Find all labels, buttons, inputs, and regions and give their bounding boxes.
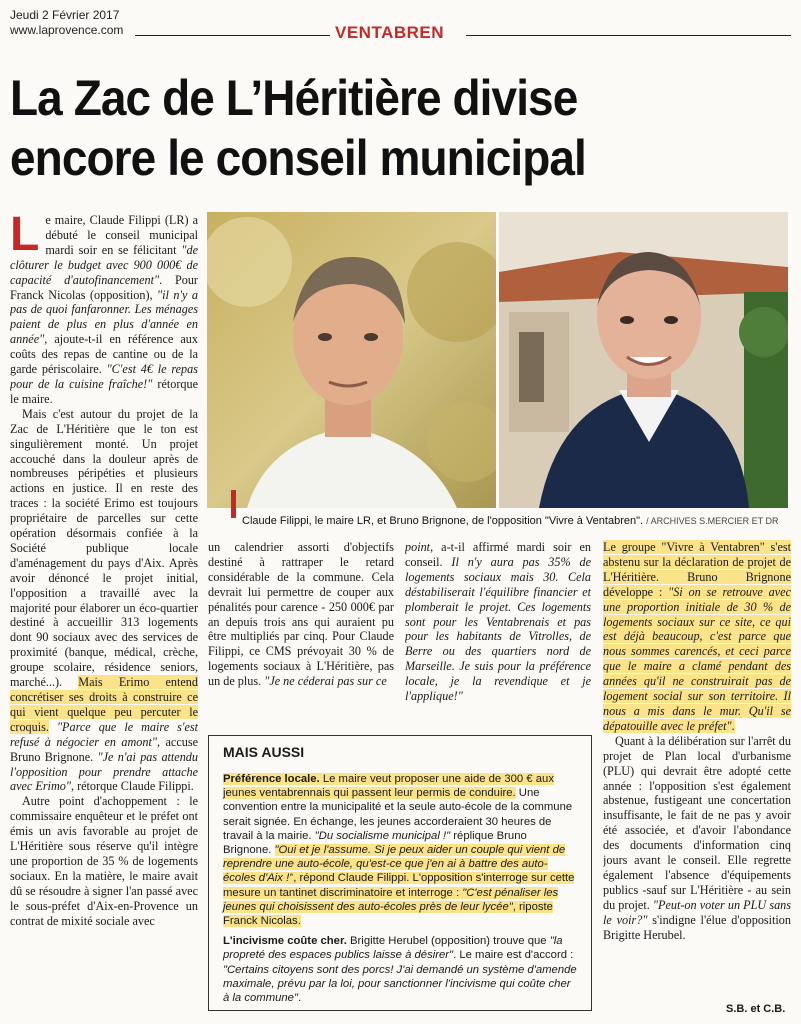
header-date: Jeudi 2 Février 2017 <box>10 8 120 22</box>
col1-p1-mid2: , ajoute-t-il en référence aux coûts des repas de cantine ou de la garde périscolaire. <box>10 332 198 377</box>
caption-text: Claude Filippi, le maire LR, et Bruno Brignone, de l'opposition "Vivre à Ventabren". <box>242 515 644 527</box>
col1-p2-mid: , accuse Bruno Brignone. <box>10 734 198 764</box>
quote-fanfaronner: "il n'y a pas de quoi fanfaronner. Les ménages paient de plus en plus d'année en année" <box>10 287 198 347</box>
quote-porcs: "Certains citoyens sont des porcs! J'ai demandé un système d'amende maximale, prévu par la loi, pour sanctionner l'incivisme qui coûte cher à la commune" <box>223 963 577 1005</box>
mais-aussi-box <box>208 735 592 1011</box>
col1-p2-end: , rétorque Claude Filippi. <box>70 779 194 794</box>
quote-proprete: "la propreté des espaces publics laisse à désirer" <box>223 935 563 962</box>
header-rule-left <box>135 35 330 36</box>
quote-ceder: "Je ne céderai pas sur ce <box>264 674 387 689</box>
quote-penaliser: "C'est pénaliser les jeunes qui choisissent des auto-écoles près de leur lycée" <box>223 886 559 913</box>
photo-caption <box>242 515 792 528</box>
col3-mid: , a-t-il affirmé mardi soir en conseil. <box>405 540 591 569</box>
quote-budget: "de clôturer le budget avec 900 000€ de capacité d'autofinancement" <box>10 242 198 287</box>
highlight-erimo: Mais Erimo entend concrétiser ses droits à construire ce qui vient quelque peu percuter le croquis. <box>10 675 198 734</box>
col4-p1-end: . <box>731 718 735 733</box>
column-2 <box>208 540 394 715</box>
column-3 <box>405 540 591 715</box>
box-item2-c: . <box>297 992 302 1005</box>
box-item1-d: , riposte Franck Nicolas. <box>223 900 553 928</box>
box-item1-a: Une convention entre la municipalité et la seule auto-école de la commune serait signée. En échange, les jeunes accorderaient 30 heures de travail à la mairie. <box>223 787 573 842</box>
box-item1-c: , répond Claude Filippi. L'opposition s'interroge sur cette mesure un tantinet discriminatoire et interroge : <box>223 872 575 899</box>
header-site[interactable]: www.laprovence.com <box>10 23 124 37</box>
quote-preference-locale: Il n'y aura pas 35% de logements sociaux mais 30. Cela déstabiliserait l'équilibre financier et plomberait le projet. Ces logements sont pour les Ventabrenais et pas pour les habitants de Vitrolles, de Berre ou des quartiers nord de Marseille. Je suis pour la préférence locale, je la revendique et je l'applique!" <box>405 554 591 704</box>
photo-bruno-brignone <box>499 212 788 508</box>
col2-text: un calendrier assorti d'objectifs destiné à rattraper le retard considérable de la commune. Cela devrait lui permettre de couper aux pénalités pour carence - 250 000€ par an depuis trois ans qui auraient pu être multipliés par cinq. Pour Claude Filippi, ce CMS prévoyait 30 % de logements sociaux à L'Héritière, pas un de plus. <box>208 540 394 689</box>
signature: S.B. et C.B. <box>726 1003 786 1015</box>
col1-p1-end: rétorque le maire. <box>10 376 198 406</box>
headline-line-2: encore le conseil municipal <box>10 130 586 186</box>
section-label: VENTABREN <box>335 23 445 42</box>
box-item1-highlight: Le maire veut proposer une aide de 300 € aux jeunes ventabrennais qui passent leur permis de conduire. <box>223 773 554 800</box>
quote-negocier: "Parce que le maire s'est refusé à négocier en amont" <box>10 719 198 749</box>
header-rule-right <box>466 35 791 36</box>
caption-marker <box>231 490 236 518</box>
quote-proportion: "Si on se retrouve avec une proportion initiale de 30 % de logements sociaux sur ce site, ce qui est déjà beaucoup, c'est parce que nous sommes carencés, et ceci parce que le maire a clamé pendant des années qu'il ne construirait pas de logement social sur son territoire. Il nous a mis dans le mur. Qu'il se dépatouille avec le préfet" <box>603 584 791 733</box>
box-item1-b: réplique Bruno Brignone. <box>223 829 527 857</box>
quote-point: point <box>405 540 431 554</box>
box-body <box>223 772 577 1011</box>
column-4 <box>603 540 791 1008</box>
quote-cantine: "C'est 4€ le repas pour de la cuisine fraîche!" <box>10 362 198 391</box>
box-lead-preference: Préférence locale. <box>223 773 320 785</box>
col4-p2-end: s'indigne l'élue d'opposition Brigitte Herubel. <box>603 912 791 942</box>
quote-erimo: "Je n'ai pas attendu l'opposition pour prendre attache avec Erimo" <box>10 749 198 794</box>
quote-socialisme: "Du socialisme municipal !" <box>314 829 451 842</box>
quote-plu: "Peut-on voter un PLU sans le voir?" <box>603 897 791 927</box>
headline-line-1: La Zac de L’Héritière divise <box>10 70 578 126</box>
drop-cap: L <box>10 213 40 261</box>
photo-credit: / ARCHIVES S.MERCIER ET DR <box>646 516 779 526</box>
column-1 <box>10 213 198 1013</box>
col1-p3: Autre point d'achoppement : le commissaire enquêteur et le préfet ont émis un avis favorable au projet de L'Héritière sous réserve qu'il intègre une proportion de 35 % de logements sociaux. En la matière, le maire avait dû se résoudre à signer l'an passé avec le sous-préfet d'Aix-en-Provence un contrat de mixité sociale avec <box>10 794 198 928</box>
col1-p1-mid: . Pour Franck Nicolas (opposition), <box>10 272 198 302</box>
photo-claude-filippi <box>207 212 496 508</box>
col1-p1-start: e maire, Claude Filippi (LR) a débuté le conseil municipal mardi soir en se félicitant <box>45 213 198 257</box>
box-item2-b: . Le maire est d'accord : <box>453 949 574 962</box>
col1-p2: Mais c'est autour du projet de la Zac de L'Héritière que le ton est singulièrement monté. Un projet accouché dans la douleur après de nombreuses péripéties et plusieurs actions en justice. Il en reste des traces : la société Erimo est toujours propriétaire de parcelles sur cette opération désormais confiée à la Société publique locale d'aménagement du pays d'Aix. Après avoir dénoncé le projet initial, l'opposition a travaillé avec la majorité pour élaborer un éco-quartier destiné à accueillir 313 logements dont 90 sociaux avec des services de proximité (banque, médical, crèche, groupe scolaire, résidence seniors, marché...). <box>10 406 198 690</box>
box-lead-incivisme: L'incivisme coûte cher. <box>223 935 347 948</box>
box-item2-a: Brigitte Herubel (opposition) trouve que <box>346 935 550 948</box>
highlight-vivre-ventabren: Le groupe "Vivre à Ventabren" s'est abstenu sur la déclaration de projet de L'Héritière. Bruno Brignone développe : <box>603 540 791 599</box>
quote-auto-ecole: "Oui et je l'assume. Si je peux aider un couple qui vient de reprendre une auto-école, qu'est-ce que j'en ai à battre des auto-écoles d'Aix !" <box>223 844 566 885</box>
box-title: MAIS AUSSI <box>223 744 305 760</box>
col4-p2: Quant à la délibération sur l'arrêt du projet de Plan local d'urbanisme (PLU) qui devrait être adopté cette année : l'opposition s'est également abstenue, fustigeant une concertation insuffisante, le fait de ne pas y avoir été associée, et d'avoir l'abondance des documents d'information cinq jours avant le conseil. Elle regrette également l'absence d'équipements publics -sauf sur L'Héritière - au sein du projet. <box>603 733 791 912</box>
